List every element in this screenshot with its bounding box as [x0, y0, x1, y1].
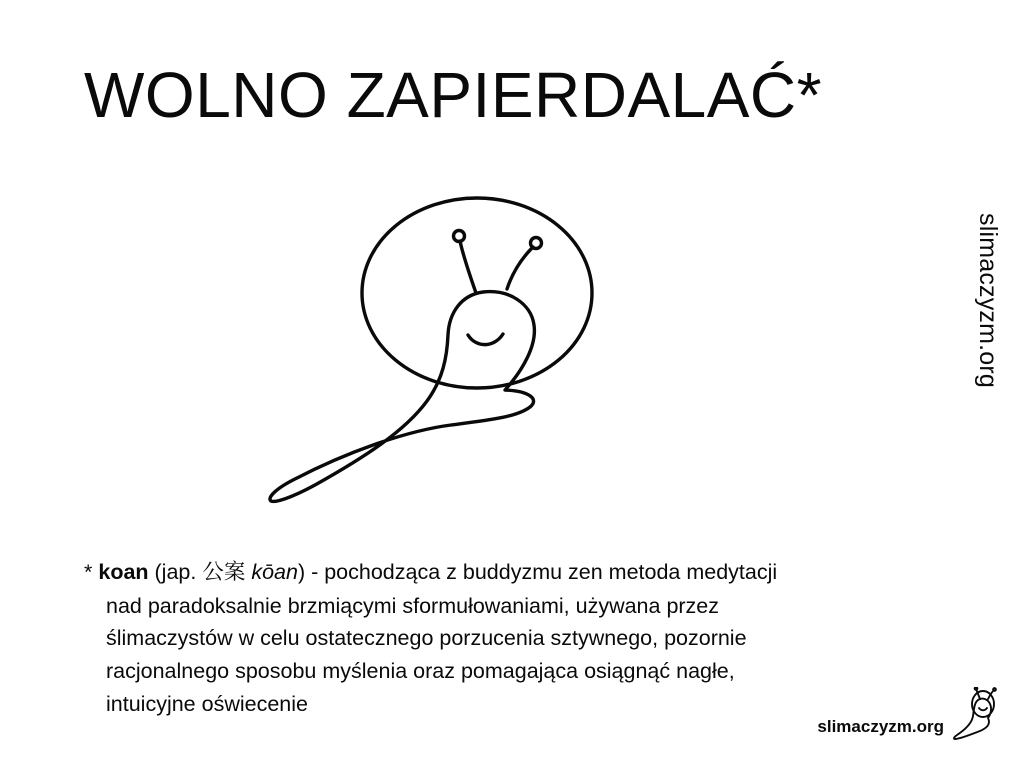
footnote-block [84, 556, 924, 720]
snail-logo-icon [952, 687, 1004, 745]
footnote-line-2: nad paradoksalnie brzmiącymi sformułowaniami, używana przez [106, 593, 720, 618]
footnote-line-3: ślimaczystów w celu ostatecznego porzucenia sztywnego, pozornie [106, 626, 747, 651]
footnote-line-1 [84, 556, 924, 590]
brand-logo-label: slimaczyzm.org [817, 717, 944, 736]
brand-logo [817, 687, 1004, 745]
footnote-asterisk: * [84, 560, 93, 584]
footnote-romaji: kōan [251, 560, 298, 584]
snail-illustration [255, 185, 685, 525]
footnote-line-4: racjonalnego sposobu myślenia oraz pomagająca osiągnąć nagłe, [106, 659, 735, 684]
footnote-japanese: 公案 [202, 560, 246, 585]
page-title: WOLNO ZAPIERDALAĆ* [84, 59, 823, 131]
side-url-label: slimaczyzm.org [974, 213, 1002, 389]
footnote-paren-open: (jap. [148, 560, 203, 584]
footnote-term: koan [98, 560, 149, 584]
snail-icon [255, 185, 685, 525]
footnote-line-1-rest: ) - pochodząca z buddyzmu zen metoda medytacji [297, 560, 778, 584]
footnote-line-5: intuicyjne oświecenie [106, 691, 308, 716]
